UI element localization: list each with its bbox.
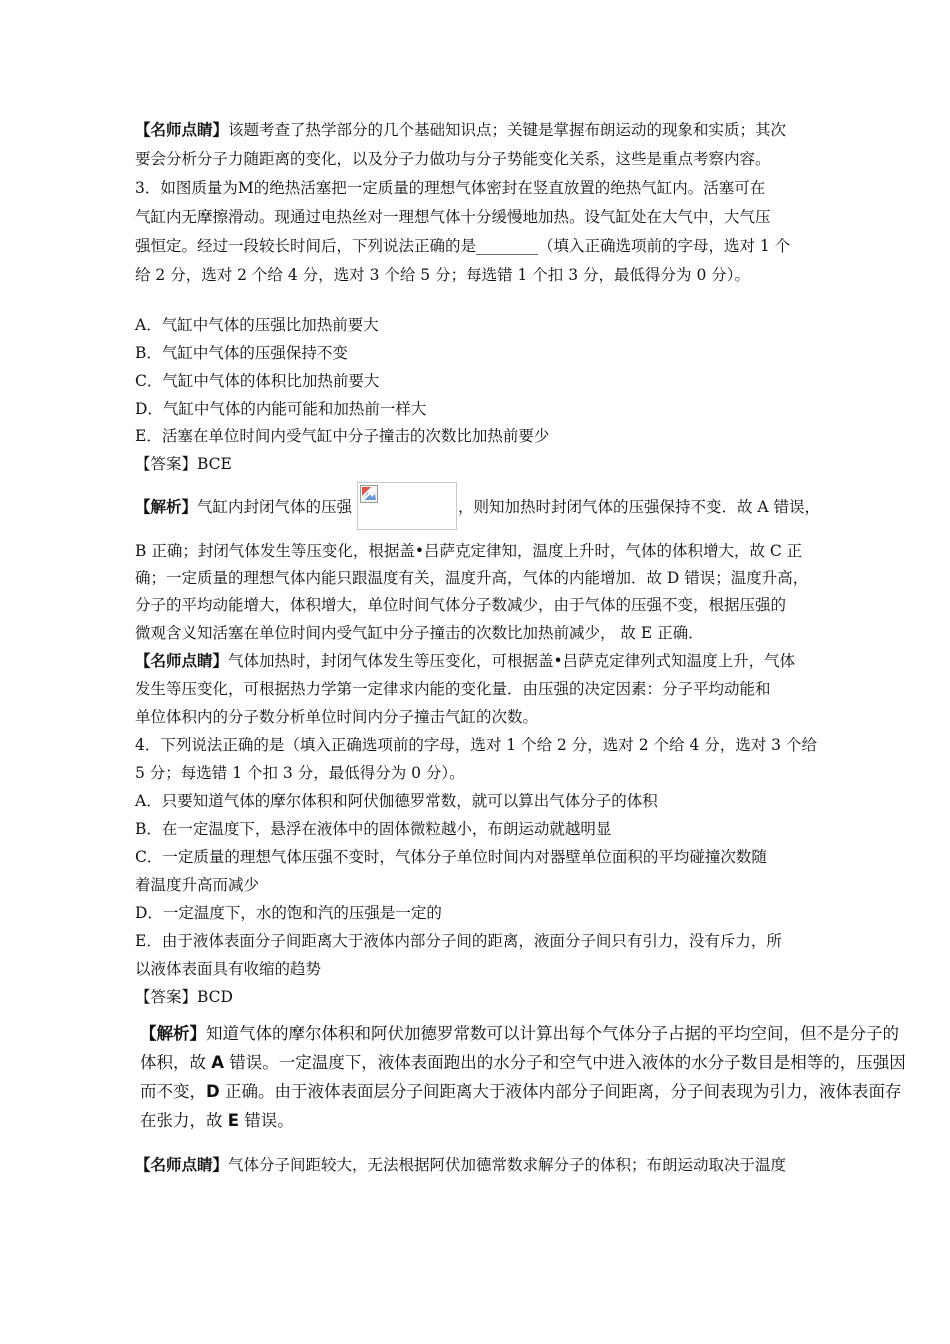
q4-analysis-line-3 — [140, 1078, 901, 1106]
q3-answer: 【答案】BCE — [135, 455, 232, 473]
q2-note-line-2: 要会分析分子力随距离的变化，以及分子力做功与分子势能变化关系，这些是重点考察内容。 — [135, 150, 771, 168]
q3-stem-line-3: 强恒定。经过一段较长时间后，下列说法正确的是________（填入正确选项前的字母，选对 1 个 — [135, 237, 791, 255]
q3-option-d: D．气缸中气体的内能可能和加热前一样大 — [135, 400, 427, 418]
q4-option-c-line-2: 着温度升高而减少 — [135, 876, 260, 894]
q3-option-b: B．气缸中气体的压强保持不变 — [135, 344, 348, 362]
q2-note-line-1 — [135, 119, 786, 141]
q3-analysis-line-4: 分子的平均动能增大，体积增大，单位时间气体分子数减少，由于气体的压强不变，根据压强的 — [135, 596, 787, 614]
q3-analysis-line-3: 确；一定质量的理想气体内能只跟温度有关，温度升高，气体的内能增加．故 D 错误；温度升高， — [135, 569, 809, 587]
q3-stem-line-1: 3．如图质量为M的绝热活塞把一定质量的理想气体密封在竖直放置的绝热气缸内。活塞可在 — [135, 179, 766, 197]
q3-note-line-2: 发生等压变化，可根据热力学第一定律求内能的变化量．由压强的决定因素：分子平均动能和 — [135, 680, 771, 698]
option-letter-e: E — [227, 1111, 240, 1130]
option-letter-a: A — [211, 1053, 225, 1072]
q3-option-c: C．气缸中气体的体积比加热前要大 — [135, 372, 380, 390]
q4-analysis-line-1 — [140, 1020, 899, 1048]
note-text: 气体加热时，封闭气体发生等压变化，可根据盖•吕萨克定律列式知温度上升，气体 — [228, 652, 796, 670]
analysis-tag: 【解析】 — [135, 497, 198, 516]
analysis-text-a: 在张力，故 — [140, 1111, 228, 1130]
q4-option-e-line-1: E．由于液体表面分子间距离大于液体内部分子间的距离，液面分子间只有引力，没有斥力，所 — [135, 932, 782, 950]
q4-analysis-line-2 — [140, 1049, 906, 1077]
analysis-text-b: 正确。由于液体表面层分子间距离大于液体内部分子间距离，分子间表现为引力，液体表面存 — [219, 1082, 902, 1101]
q4-option-a: A．只要知道气体的摩尔体积和阿伏伽德罗常数，就可以算出气体分子的体积 — [135, 792, 658, 810]
broken-image-icon — [360, 485, 378, 503]
note-text: 该题考查了热学部分的几个基础知识点；关键是掌握布朗运动的现象和实质；其次 — [228, 121, 787, 139]
analysis-text-b: 错误。一定温度下，液体表面跑出的水分子和空气中进入液体的水分子数目是相等的，压强因 — [224, 1053, 906, 1072]
q4-stem-line-1: 4．下列说法正确的是（填入正确选项前的字母，选对 1 个给 2 分，选对 2 个给 4 分，选对 3 个给 — [135, 736, 817, 754]
q4-note-line-1 — [135, 1154, 786, 1176]
q3-analysis-line-1 — [135, 496, 352, 518]
analysis-text-b: 错误。 — [239, 1111, 294, 1130]
q3-analysis-line-1-cont: ，则知加热时封闭气体的压强保持不变．故 A 错误， — [458, 498, 821, 516]
q4-option-c-line-1: C．一定质量的理想气体压强不变时，气体分子单位时间内对器壁单位面积的平均碰撞次数随 — [135, 848, 767, 866]
analysis-tag: 【解析】 — [140, 1024, 206, 1043]
q3-option-e: E．活塞在单位时间内受气缸中分子撞击的次数比加热前要少 — [135, 427, 550, 445]
broken-image-placeholder — [357, 482, 457, 530]
q3-note-line-3: 单位体积内的分子数分析单位时间内分子撞击气缸的次数。 — [135, 708, 539, 726]
note-tag: 【名师点睛】 — [135, 1155, 229, 1174]
q3-stem-line-2: 气缸内无摩擦滑动。现通过电热丝对一理想气体十分缓慢地加热。设气缸处在大气中，大气压 — [135, 208, 771, 226]
option-letter-d: D — [206, 1082, 220, 1101]
q4-option-d: D．一定温度下，水的饱和汽的压强是一定的 — [135, 904, 442, 922]
q4-answer: 【答案】BCD — [135, 988, 233, 1006]
analysis-text-a: 气缸内封闭气体的压强 — [197, 498, 353, 516]
q3-analysis-line-5: 微观含义知活塞在单位时间内受气缸中分子撞击的次数比加热前减少， 故 E 正确． — [135, 624, 704, 642]
q3-stem-line-4: 给 2 分，选对 2 个给 4 分，选对 3 个给 5 分；每选错 1 个扣 3 分，最低得分为 0 分）。 — [135, 266, 750, 284]
analysis-text: 知道气体的摩尔体积和阿伏加德罗常数可以计算出每个气体分子占据的平均空间，但不是分子的 — [206, 1024, 899, 1043]
q3-option-a: A．气缸中气体的压强比加热前要大 — [135, 316, 379, 334]
q3-analysis-line-2: B 正确；封闭气体发生等压变化，根据盖•吕萨克定律知，温度上升时，气体的体积增大，故 C 正 — [135, 542, 803, 560]
note-text: 气体分子间距较大，无法根据阿伏加德常数求解分子的体积；布朗运动取决于温度 — [228, 1156, 787, 1174]
note-tag: 【名师点睛】 — [135, 651, 229, 670]
analysis-text-a: 而不变， — [140, 1082, 206, 1101]
analysis-text-a: 体积，故 — [140, 1053, 212, 1072]
note-tag: 【名师点睛】 — [135, 120, 229, 139]
q4-option-e-line-2: 以液体表面具有收缩的趋势 — [135, 960, 322, 978]
q4-option-b: B．在一定温度下，悬浮在液体中的固体微粒越小，布朗运动就越明显 — [135, 820, 612, 838]
q4-analysis-line-4 — [140, 1107, 294, 1135]
q4-stem-line-2: 5 分；每选错 1 个扣 3 分，最低得分为 0 分）。 — [135, 764, 465, 782]
q3-note-line-1 — [135, 650, 795, 672]
